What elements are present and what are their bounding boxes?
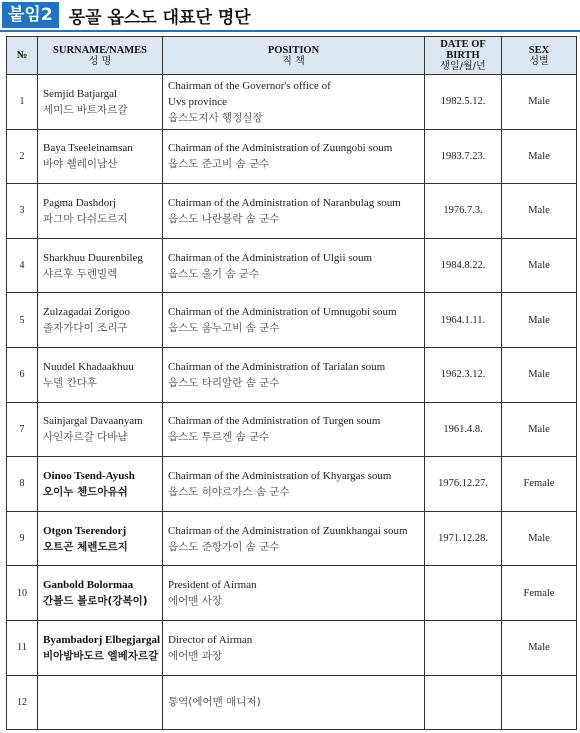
- name-english: Pagma Dashdorj: [43, 196, 117, 209]
- name-korean: 비아밤바도르 엘베자르갈: [43, 649, 159, 662]
- date-of-birth: 1971.12.28.: [425, 511, 502, 566]
- member-name: [38, 75, 163, 130]
- row-number: 5: [7, 293, 38, 348]
- member-name: [38, 293, 163, 348]
- position-english-line2: Uvs province: [168, 95, 227, 108]
- date-of-birth: 1961.4.8.: [425, 402, 502, 457]
- name-english: Sharkhuu Duurenbileg: [43, 251, 143, 264]
- position-english: Chairman of the Administration of Zuungobi soum: [168, 142, 393, 155]
- row-number: 6: [7, 347, 38, 402]
- member-name: [38, 620, 163, 675]
- date-of-birth: 1982.5.12.: [425, 75, 502, 130]
- sex: Female: [502, 457, 577, 512]
- name-korean: 샤르후 두렌빌렉: [43, 267, 118, 280]
- sex: Male: [502, 238, 577, 293]
- position-korean: 옵스도 나란볼락 솜 군수: [168, 212, 280, 225]
- table-row: [7, 75, 577, 130]
- col-header-name: SURNAME/NAMES 성 명: [38, 37, 163, 75]
- table-row: [7, 238, 577, 293]
- member-name: [38, 238, 163, 293]
- position-english: Chairman of the Administration of Zuunkhangai soum: [168, 524, 408, 537]
- name-korean: 졸자가다이 조리구: [43, 322, 128, 335]
- name-english: Oinoo Tsend-Ayush: [43, 469, 135, 482]
- name-english: Sainjargal Davaanyam: [43, 415, 143, 428]
- table-row: [7, 620, 577, 675]
- name-english: Semjid Batjargal: [43, 87, 118, 100]
- member-position: [163, 620, 425, 675]
- name-english: Nuudel Khadaakhuu: [43, 360, 134, 373]
- member-position: [163, 75, 425, 130]
- name-english: Baya Tseeleinamsan: [43, 142, 133, 155]
- table-row: [7, 402, 577, 457]
- table-row: [7, 457, 577, 512]
- delegation-table: [6, 36, 577, 730]
- member-position: [163, 511, 425, 566]
- name-korean: 누델 칸다후: [43, 376, 98, 389]
- col-header-no: №: [7, 37, 38, 75]
- member-position: [163, 675, 425, 730]
- position-korean: 옵스도 준항가이 솜 군수: [168, 540, 280, 553]
- table-row: [7, 566, 577, 621]
- position-english: Chairman of the Administration of Tarialan soum: [168, 360, 386, 373]
- name-korean: 사인자르갈 다바냠: [43, 431, 128, 444]
- member-position: [163, 238, 425, 293]
- position-english: Chairman of the Administration of Khyargas soum: [168, 469, 392, 482]
- row-number: 9: [7, 511, 38, 566]
- table-row: [7, 347, 577, 402]
- date-of-birth: 1976.12.27.: [425, 457, 502, 512]
- name-english: Byambadorj Elbegjargal: [43, 633, 161, 646]
- sex: Male: [502, 184, 577, 239]
- table-row: [7, 184, 577, 239]
- date-of-birth: 1964.1.11.: [425, 293, 502, 348]
- name-korean: 오트곤 체렌도르지: [43, 540, 128, 553]
- row-number: 7: [7, 402, 38, 457]
- table-header-row: [7, 37, 577, 75]
- sex: Male: [502, 293, 577, 348]
- row-number: 12: [7, 675, 38, 730]
- position-english: Chairman of the Administration of Naranbulag soum: [168, 196, 401, 209]
- sex: Male: [502, 75, 577, 130]
- header-divider: [0, 30, 580, 32]
- position-korean: 옵스도 움누고비 솜 군수: [168, 322, 280, 335]
- position-english: President of Airman: [168, 579, 257, 592]
- member-name: [38, 402, 163, 457]
- position-english: Director of Airman: [168, 633, 253, 646]
- date-of-birth: [425, 620, 502, 675]
- member-position: [163, 184, 425, 239]
- table-row: [7, 129, 577, 184]
- member-name: [38, 184, 163, 239]
- position-korean: 옵스도지사 행정실장: [168, 111, 263, 124]
- name-english: Otgon Tserendorj: [43, 524, 127, 537]
- position-english: Chairman of the Administration of Turgen soum: [168, 415, 381, 428]
- member-name: [38, 675, 163, 730]
- member-position: [163, 347, 425, 402]
- table-row: [7, 675, 577, 730]
- page-header: [0, 0, 580, 30]
- name-english: Zulzagadai Zorigoo: [43, 306, 131, 319]
- name-korean: 세미드 바트자르갈: [43, 103, 128, 116]
- member-position: [163, 129, 425, 184]
- name-korean: 파그마 다쉬도르지: [43, 212, 128, 225]
- position-english: Chairman of the Administration of Umnugobi soum: [168, 306, 397, 319]
- name-english: Ganbold Bolormaa: [43, 579, 134, 592]
- attachment-badge: 붙임2: [2, 2, 59, 28]
- date-of-birth: [425, 675, 502, 730]
- row-number: 1: [7, 75, 38, 130]
- position-english: Chairman of the Governor's office of: [168, 79, 331, 92]
- sex: Male: [502, 347, 577, 402]
- member-name: [38, 566, 163, 621]
- member-position: [163, 566, 425, 621]
- row-number: 10: [7, 566, 38, 621]
- col-header-position: POSITION 직 책: [163, 37, 425, 75]
- member-name: [38, 129, 163, 184]
- position-korean: 옵스도 히야르가스 솜 군수: [168, 485, 290, 498]
- position-korean: 옵스도 타리알란 솜 군수: [168, 376, 280, 389]
- table-row: [7, 511, 577, 566]
- row-number: 8: [7, 457, 38, 512]
- date-of-birth: 1983.7.23.: [425, 129, 502, 184]
- sex: Male: [502, 129, 577, 184]
- position-korean: 에어맨 사장: [168, 595, 223, 608]
- sex: Male: [502, 620, 577, 675]
- name-korean: 바야 췔레이남산: [43, 158, 118, 171]
- member-position: [163, 457, 425, 512]
- table-row: [7, 293, 577, 348]
- date-of-birth: 1976.7.3.: [425, 184, 502, 239]
- sex: Male: [502, 402, 577, 457]
- name-korean: 오이누 첸드아유쉬: [43, 485, 128, 498]
- sex: Male: [502, 511, 577, 566]
- date-of-birth: 1984.8.22.: [425, 238, 502, 293]
- position-korean: 에어맨 과장: [168, 649, 223, 662]
- position-korean: 통역(에어맨 매니저): [168, 696, 261, 709]
- date-of-birth: [425, 566, 502, 621]
- member-name: [38, 511, 163, 566]
- name-korean: 간볼드 볼로마(강복이): [43, 595, 148, 608]
- member-position: [163, 402, 425, 457]
- position-korean: 옵스도 울기 솜 군수: [168, 267, 260, 280]
- row-number: 3: [7, 184, 38, 239]
- page-title: 몽골 옵스도 대표단 명단: [68, 7, 251, 28]
- row-number: 2: [7, 129, 38, 184]
- row-number: 11: [7, 620, 38, 675]
- member-name: [38, 347, 163, 402]
- sex: [502, 675, 577, 730]
- position-english: Chairman of the Administration of Ulgii soum: [168, 251, 373, 264]
- date-of-birth: 1962.3.12.: [425, 347, 502, 402]
- row-number: 4: [7, 238, 38, 293]
- sex: Female: [502, 566, 577, 621]
- position-korean: 옵스도 투르겐 솜 군수: [168, 431, 270, 444]
- member-position: [163, 293, 425, 348]
- position-korean: 옵스도 준고비 솜 군수: [168, 158, 270, 171]
- member-name: [38, 457, 163, 512]
- col-header-dob: DATE OF BIRTH 생일/월/년: [425, 37, 502, 75]
- col-header-sex: SEX 성별: [502, 37, 577, 75]
